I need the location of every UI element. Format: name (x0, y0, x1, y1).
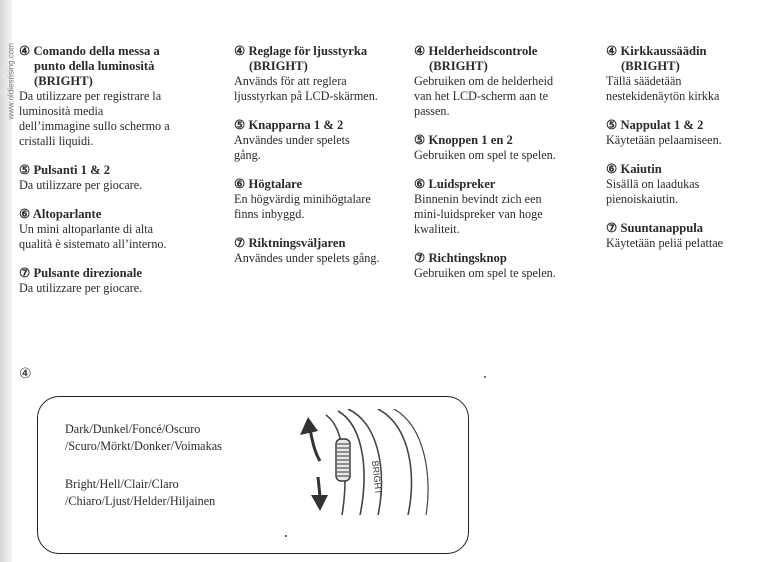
bright-label (65, 476, 215, 510)
section-body-line: van het LCD-scherm aan te (414, 89, 549, 103)
section-heading-subline: punto della luminosità (34, 59, 155, 73)
section-heading-text: ⑥ Luidspreker (414, 177, 496, 191)
section (414, 44, 594, 119)
section-heading-text: ⑤ Pulsanti 1 & 2 (19, 163, 111, 177)
section-heading (19, 207, 224, 222)
section-heading-text: ④ Reglage för ljusstyrka (234, 44, 368, 58)
section-body-line: En högvärdig minihögtalare (234, 192, 371, 206)
section-body-line: Tällä säädetään (606, 74, 682, 88)
section (414, 133, 594, 163)
section-heading-text: ⑥ Kaiutin (606, 162, 662, 176)
section-heading (234, 236, 410, 251)
section-body-line: Gebruiken om spel te spelen. (414, 148, 556, 162)
section-heading (606, 44, 764, 74)
section-body-line: mini-luidspreker van hoge (414, 207, 543, 221)
section-heading-text: ⑦ Riktningsväljaren (234, 236, 346, 250)
section-heading-text: ⑤ Nappulat 1 & 2 (606, 118, 704, 132)
section-heading-text: ⑦ Pulsante direzionale (19, 266, 142, 280)
dark-label-line2: /Scuro/Mörkt/Donker/Voimakas (65, 439, 222, 453)
section-body-line: gång. (234, 148, 261, 162)
section-heading (19, 163, 224, 178)
column-italian (19, 44, 224, 310)
column-finnish (606, 44, 764, 265)
section-body-line: nestekidenäytön kirkka (606, 89, 720, 103)
section (234, 44, 410, 104)
section-body-line: Användes under spelets (234, 133, 350, 147)
section (606, 162, 764, 207)
section-body-line: finns inbyggd. (234, 207, 305, 221)
section (606, 118, 764, 148)
section-heading (606, 118, 764, 133)
section (19, 266, 224, 296)
section-heading-subline: (BRIGHT) (249, 59, 308, 73)
section-heading (414, 177, 594, 192)
section-heading-subline: (BRIGHT) (429, 59, 488, 73)
section-body-line: ljusstyrkan på LCD-skärmen. (234, 89, 378, 103)
section-body-line: Används för att reglera (234, 74, 347, 88)
section-body-line: Käytetään peliä pelattae (606, 236, 724, 250)
speck (484, 376, 486, 378)
section (414, 177, 594, 237)
section (606, 221, 764, 251)
bright-label-line2: /Chiaro/Ljust/Helder/Hiljainen (65, 494, 216, 508)
section-heading-text: ⑤ Knapparna 1 & 2 (234, 118, 344, 132)
section (19, 207, 224, 252)
section-body-line: dell’immagine sullo schermo a (19, 119, 170, 133)
section-body-line: qualità è sistemato all’interno. (19, 237, 167, 251)
section (414, 251, 594, 281)
dial-wheel-icon (336, 439, 350, 481)
figure-number: ④ (19, 366, 32, 382)
section (234, 177, 410, 222)
figure-box (37, 396, 469, 554)
section-body-line: passen. (414, 104, 450, 118)
section-heading (234, 177, 410, 192)
column-dutch (414, 44, 594, 295)
dark-label-line1: Dark/Dunkel/Foncé/Oscuro (65, 422, 201, 436)
section-heading-subline: (BRIGHT) (621, 59, 680, 73)
section-heading (606, 221, 764, 236)
section (234, 118, 410, 163)
section-body-line: Binnenin bevindt zich een (414, 192, 542, 206)
section-body-line: Käytetään pelaamiseen. (606, 133, 722, 147)
section-heading (606, 162, 764, 177)
section-heading (19, 44, 224, 89)
section (234, 236, 410, 266)
section-heading-text: ⑤ Knoppen 1 en 2 (414, 133, 513, 147)
section-body-line: Da utilizzare per registrare la (19, 89, 162, 103)
section-body-line: Gebruiken om spel te spelen. (414, 266, 556, 280)
dial-label: BRIGHT (370, 460, 384, 496)
section-heading-text: ⑦ Suuntanappula (606, 221, 704, 235)
section-heading-text: ⑥ Högtalare (234, 177, 303, 191)
speck (285, 535, 287, 537)
section-heading-text: ④ Comando della messa a (19, 44, 160, 58)
section-heading (414, 44, 594, 74)
watermark: www.oldiesrising.com (6, 43, 16, 120)
section-heading-text: ④ Helderheidscontrole (414, 44, 538, 58)
section-body-line: Sisällä on laadukas (606, 177, 700, 191)
section-body-line: Da utilizzare per giocare. (19, 178, 143, 192)
dark-label (65, 421, 222, 455)
section-heading-text: ⑥ Altoparlante (19, 207, 102, 221)
section-body-line: cristalli liquidi. (19, 134, 94, 148)
column-swedish (234, 44, 410, 280)
section-heading-text: ④ Kirkkaussäädin (606, 44, 707, 58)
section (606, 44, 764, 104)
section-body-line: luminosità media (19, 104, 104, 118)
arrow-down-icon (311, 477, 328, 511)
section-body-line: pienoiskaiutin. (606, 192, 679, 206)
section-heading-subline: (BRIGHT) (34, 74, 93, 88)
arrow-up-icon (300, 417, 320, 461)
section-heading (234, 118, 410, 133)
brightness-dial-illustration (286, 409, 436, 515)
section-body-line: kwaliteit. (414, 222, 460, 236)
section-heading (19, 266, 224, 281)
section-heading (414, 133, 594, 148)
section-heading-text: ⑦ Richtingsknop (414, 251, 507, 265)
bright-label-line1: Bright/Hell/Clair/Claro (65, 477, 179, 491)
section (19, 44, 224, 149)
section-body-line: Användes under spelets gång. (234, 251, 380, 265)
section-body-line: Un mini altoparlante di alta (19, 222, 154, 236)
section-body-line: Gebruiken om de helderheid (414, 74, 554, 88)
section (19, 163, 224, 193)
section-heading (414, 251, 594, 266)
section-heading (234, 44, 410, 74)
section-body-line: Da utilizzare per giocare. (19, 281, 143, 295)
